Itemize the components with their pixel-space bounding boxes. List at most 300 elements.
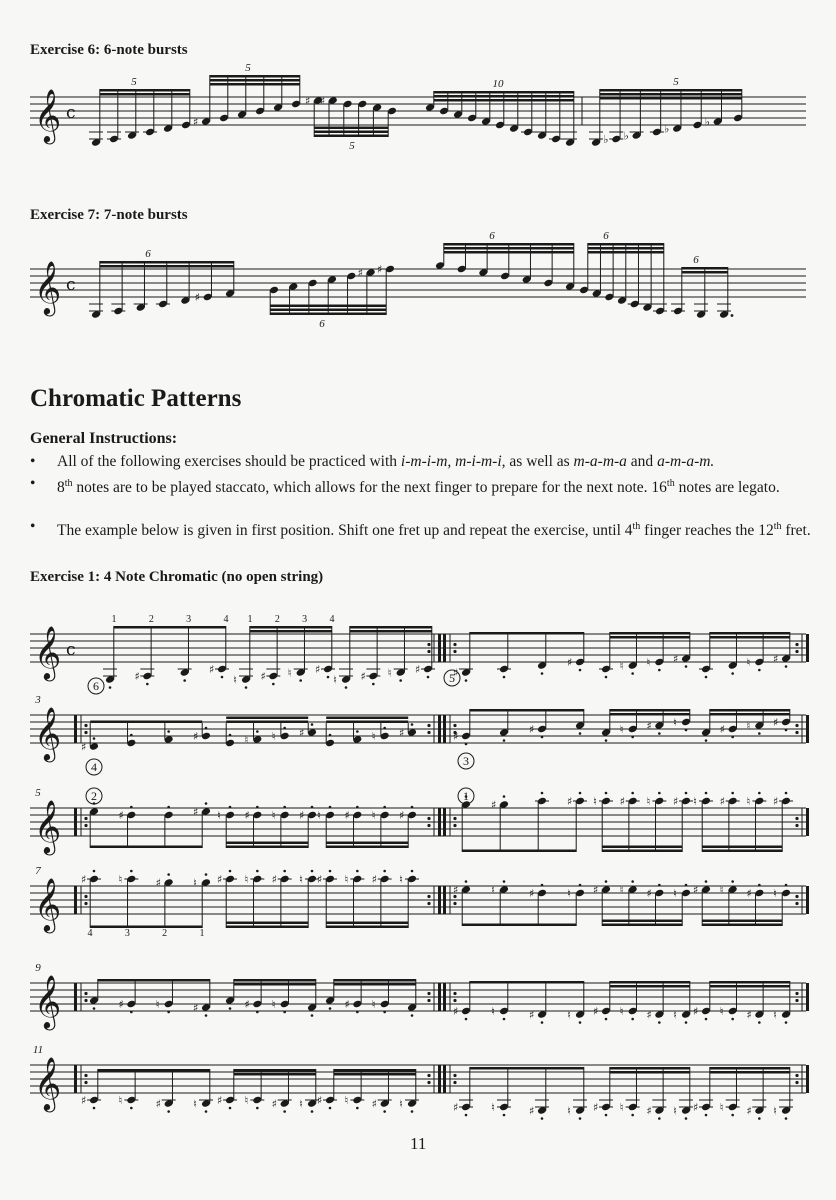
sharp-accidental: ♯: [746, 1008, 752, 1022]
common-time-signature: c: [66, 640, 76, 660]
staccato-dot: [685, 792, 688, 795]
sharp-accidental: ♯: [529, 887, 535, 900]
staccato-dot: [356, 730, 359, 733]
sharp-accidental: ♯: [357, 266, 363, 280]
staccato-dot: [93, 1007, 96, 1010]
sharp-accidental: ♯: [134, 670, 140, 683]
note-beam: [470, 632, 584, 635]
natural-accidental: ♮: [673, 1104, 677, 1118]
sharp-accidental: ♯: [193, 730, 199, 743]
staccato-dot: [605, 676, 608, 679]
staccato-dot: [272, 683, 275, 686]
staccato-dot: [311, 870, 314, 873]
repeat-dot: [795, 650, 798, 653]
repeat-dot: [795, 724, 798, 727]
staccato-dot: [685, 665, 688, 668]
thick-barline: [806, 634, 809, 662]
staccato-dot: [383, 1110, 386, 1113]
natural-accidental: ♮: [299, 873, 303, 886]
note-beam: [710, 709, 790, 712]
natural-accidental: ♮: [118, 1094, 123, 1107]
sharp-accidental: ♯: [491, 798, 497, 812]
tuplet-number: 6: [145, 248, 151, 260]
thick-barline: [74, 715, 77, 743]
staccato-dot: [356, 1107, 359, 1110]
natural-accidental: ♮: [593, 795, 597, 808]
sharp-accidental: ♯: [118, 998, 124, 1011]
note-beam: [602, 924, 682, 927]
repeat-dot: [427, 999, 430, 1002]
sharp-accidental: ♯: [693, 1101, 699, 1114]
string-number: 1: [463, 789, 469, 803]
thick-barline: [438, 715, 441, 743]
staccato-dot: [411, 870, 414, 873]
measure-number: 3: [35, 694, 41, 706]
staccato-dot: [411, 1110, 414, 1113]
staccato-dot: [541, 1021, 544, 1024]
fingering: 3: [302, 614, 308, 625]
exercise-1-system-2: [0, 694, 836, 777]
natural-accidental: ♮: [399, 873, 403, 886]
treble-clef: 𝄞: [34, 877, 62, 931]
staccato-dot: [685, 1021, 688, 1024]
repeat-dot: [453, 902, 456, 905]
thick-barline: [443, 983, 446, 1011]
staccato-dot: [130, 734, 133, 737]
staccato-dot: [229, 1107, 232, 1110]
sharp-accidental: ♯: [529, 723, 535, 736]
repeat-dot: [84, 817, 87, 820]
natural-accidental: ♮: [719, 883, 724, 897]
sharp-accidental: ♯: [317, 1094, 323, 1107]
repeat-dot: [453, 999, 456, 1002]
note-beam: [710, 632, 790, 635]
staccato-dot: [283, 1110, 286, 1113]
string-number: 2: [91, 789, 97, 803]
staccato-dot: [605, 739, 608, 742]
natural-accidental: ♮: [344, 873, 349, 886]
note-beam: [588, 247, 664, 250]
tuplet-number: 6: [693, 254, 699, 266]
note-beam: [234, 1073, 316, 1076]
sharp-accidental: ♯: [81, 873, 87, 886]
sharp-accidental: ♯: [529, 1104, 535, 1118]
note-beam: [444, 243, 574, 246]
natural-accidental: ♮: [155, 998, 160, 1011]
natural-accidental: ♮: [619, 723, 624, 736]
staccato-dot: [465, 743, 468, 746]
natural-accidental: ♮: [333, 673, 337, 687]
natural-accidental: ♮: [646, 656, 651, 669]
sharp-accidental: ♯: [719, 795, 725, 808]
repeat-dot: [84, 731, 87, 734]
staccato-dot: [329, 734, 332, 737]
tuplet-number: 10: [492, 78, 504, 90]
note-beam: [602, 850, 682, 853]
fingering: 2: [148, 614, 154, 625]
natural-accidental: ♮: [193, 876, 197, 890]
note-beam: [114, 626, 226, 629]
staccato-dot: [167, 806, 170, 809]
note-beam: [682, 271, 728, 274]
sharp-accidental: ♯: [209, 663, 215, 676]
repeat-dot: [84, 992, 87, 995]
flat-accidental: ♭: [623, 129, 629, 143]
note-beam: [710, 981, 790, 984]
staccato-dot: [229, 806, 232, 809]
sharp-accidental: ♯: [567, 656, 573, 669]
staccato-dot: [631, 736, 634, 739]
note-beam: [710, 636, 790, 639]
staccato-dot: [758, 669, 761, 672]
note-beam: [702, 920, 782, 923]
note-beam: [334, 1069, 416, 1072]
staccato-dot: [658, 669, 661, 672]
sharp-accidental: ♯: [217, 873, 223, 886]
note-beam: [326, 721, 408, 724]
staccato-dot: [579, 792, 582, 795]
sharp-accidental: ♯: [646, 1008, 652, 1022]
note-beam: [226, 926, 308, 929]
staccato-dot: [427, 676, 430, 679]
staccato-dot: [631, 880, 634, 883]
fingering: 4: [329, 614, 335, 625]
sharp-accidental: ♯: [244, 998, 250, 1011]
tuplet-number: 5: [245, 62, 251, 74]
staccato-dot: [383, 870, 386, 873]
fingering: 3: [124, 928, 130, 939]
sharp-accidental: ♯: [673, 652, 679, 666]
sharp-accidental: ♯: [453, 730, 459, 743]
note-beam: [210, 75, 300, 78]
exercise-1-title: Exercise 1: 4 Note Chromatic (no open string): [30, 569, 324, 585]
sharp-accidental: ♯: [719, 723, 725, 736]
staccato-dot: [705, 1018, 708, 1021]
staccato-dot: [256, 870, 259, 873]
staccato-dot: [93, 737, 96, 740]
fingering: 4: [223, 614, 229, 625]
staccato-dot: [205, 1014, 208, 1017]
sharp-accidental: ♯: [646, 887, 652, 900]
note-beam: [270, 305, 386, 308]
treble-clef: 𝄞: [34, 260, 62, 314]
staccato-dot: [541, 736, 544, 739]
staccato-dot: [579, 884, 582, 887]
thick-barline: [438, 808, 441, 836]
sharp-accidental: ♯: [271, 873, 277, 886]
staccato-dot: [705, 1114, 708, 1117]
sharp-accidental: ♯: [360, 670, 366, 683]
sharp-accidental: ♯: [193, 115, 199, 129]
staccato-dot: [372, 683, 375, 686]
thick-barline: [443, 634, 446, 662]
natural-accidental: ♮: [646, 795, 651, 808]
natural-accidental: ♮: [773, 1104, 777, 1118]
staccato-dot: [383, 806, 386, 809]
staccato-dot: [541, 1117, 544, 1120]
note-beam: [314, 131, 388, 134]
staccato-dot: [605, 1018, 608, 1021]
treble-clef: 𝄞: [34, 706, 62, 760]
fingering: 1: [247, 614, 253, 625]
sharp-accidental: ♯: [415, 663, 421, 676]
note-beam: [588, 251, 664, 254]
note-beam: [250, 626, 332, 629]
flat-accidental: ♭: [664, 122, 670, 136]
staccato-dot: [93, 1107, 96, 1110]
note-beam: [98, 979, 210, 982]
thick-barline: [806, 886, 809, 914]
sharp-accidental: ♯: [217, 1094, 223, 1107]
note-beam: [444, 251, 574, 254]
staccato-dot: [785, 729, 788, 732]
staccato-dot: [705, 880, 708, 883]
repeat-dot: [453, 1081, 456, 1084]
thick-barline: [806, 1065, 809, 1093]
fingering: 3: [186, 614, 192, 625]
staccato-dot: [631, 792, 634, 795]
staccato-dot: [785, 1117, 788, 1120]
staccato-dot: [356, 806, 359, 809]
thick-barline: [438, 634, 441, 662]
note-beam: [314, 127, 388, 130]
note-beam: [600, 97, 742, 100]
repeat-dot: [84, 824, 87, 827]
note-beam: [226, 717, 308, 720]
natural-accidental: ♮: [371, 809, 376, 822]
sharp-accidental: ♯: [271, 1097, 277, 1111]
staccato-dot: [167, 730, 170, 733]
repeat-dot: [453, 1074, 456, 1077]
note-beam: [226, 846, 308, 849]
staccato-dot: [329, 806, 332, 809]
repeat-dot: [795, 643, 798, 646]
note-beam: [234, 983, 316, 986]
staccato-dot: [356, 1011, 359, 1014]
staccato-dot: [503, 1018, 506, 1021]
note-beam: [350, 630, 432, 633]
repeat-dot: [427, 731, 430, 734]
natural-accidental: ♮: [371, 998, 376, 1011]
staccato-dot: [167, 1110, 170, 1113]
treble-clef: 𝄞: [34, 974, 62, 1028]
sharp-accidental: ♯: [299, 726, 305, 740]
staccato-dot: [311, 806, 314, 809]
staccato-dot: [685, 729, 688, 732]
note-beam: [610, 632, 690, 635]
staccato-dot: [579, 669, 582, 672]
sharp-accidental: ♯: [529, 1008, 535, 1022]
fingering: 4: [87, 928, 93, 939]
natural-accidental: ♮: [344, 1094, 349, 1107]
section-title: Chromatic Patterns: [30, 385, 242, 412]
note-beam: [250, 630, 332, 633]
natural-accidental: ♮: [217, 809, 221, 822]
sharp-accidental: ♯: [773, 795, 779, 808]
sharp-accidental: ♯: [155, 1097, 161, 1111]
exercise-1-system-3: [0, 786, 836, 866]
staccato-dot: [605, 1114, 608, 1117]
thick-barline: [438, 1065, 441, 1093]
natural-accidental: ♮: [244, 1094, 249, 1107]
sharp-accidental: ♯: [118, 809, 124, 822]
staccato-dot: [299, 679, 302, 682]
fingering: 1: [111, 614, 117, 625]
tuplet-number: 5: [131, 76, 137, 88]
sharp-accidental: ♯: [593, 1005, 599, 1018]
note-beam: [600, 89, 742, 92]
natural-accidental: ♮: [673, 887, 677, 900]
note-beam: [610, 709, 690, 712]
repeat-dot: [427, 824, 430, 827]
repeat-dot: [453, 643, 456, 646]
note-beam: [210, 83, 300, 86]
repeat-dot: [427, 650, 430, 653]
note-beam: [588, 243, 664, 246]
treble-clef: 𝄞: [34, 625, 62, 679]
staccato-dot: [658, 792, 661, 795]
note-beam: [710, 713, 790, 716]
staccato-dot: [731, 736, 734, 739]
staccato-dot: [383, 1011, 386, 1014]
natural-accidental: ♮: [271, 809, 276, 822]
sharp-accidental: ♯: [319, 94, 326, 108]
staccato-dot: [130, 1011, 133, 1014]
natural-accidental: ♮: [567, 1104, 571, 1118]
sharp-accidental: ♯: [453, 666, 459, 680]
thick-barline: [74, 1065, 77, 1093]
sharp-accidental: ♯: [193, 805, 199, 819]
natural-accidental: ♮: [567, 887, 571, 900]
thick-barline: [74, 886, 77, 914]
string-number: 3: [463, 754, 469, 768]
repeat-dot: [795, 902, 798, 905]
staccato-dot: [167, 873, 170, 876]
staccato-dot: [311, 723, 314, 726]
note-beam: [326, 842, 408, 845]
measure-number: 9: [35, 962, 41, 974]
staccato-dot: [785, 792, 788, 795]
repeat-dot: [453, 992, 456, 995]
natural-accidental: ♮: [371, 730, 376, 743]
instruction-bullet-2: • 8th notes are to be played staccato, which allows for the next finger to prepare for the next note. 16th notes are legato.: [30, 475, 780, 497]
thick-barline: [443, 886, 446, 914]
natural-accidental: ♮: [673, 716, 677, 729]
note-beam: [434, 95, 574, 98]
repeat-dot: [427, 895, 430, 898]
staccato-dot: [130, 1107, 133, 1110]
sharp-accidental: ♯: [453, 1005, 459, 1018]
note-beam: [210, 79, 300, 82]
repeat-dot: [427, 1074, 430, 1077]
staccato-dot: [731, 1018, 734, 1021]
staccato-dot: [411, 723, 414, 726]
sharp-accidental: ♯: [453, 1101, 459, 1114]
note-beam: [610, 981, 690, 984]
sharp-accidental: ♯: [344, 998, 350, 1011]
note-beam: [234, 1069, 316, 1072]
exercise-6-staff: [0, 62, 836, 165]
staccato-dot: [503, 795, 506, 798]
staccato-dot: [130, 806, 133, 809]
natural-accidental: ♮: [271, 998, 276, 1011]
repeat-dot: [795, 817, 798, 820]
note-beam: [326, 922, 408, 925]
sharp-accidental: ♯: [773, 652, 779, 666]
natural-accidental: ♮: [317, 809, 321, 822]
staccato-dot: [146, 683, 149, 686]
sharp-accidental: ♯: [244, 809, 250, 822]
note-beam: [270, 313, 386, 316]
note-beam: [610, 636, 690, 639]
note-beam: [702, 850, 782, 853]
staccato-dot: [229, 870, 232, 873]
tuplet-number: 6: [319, 318, 325, 330]
staccato-dot: [658, 1021, 661, 1024]
exercise-1-system-4: [0, 866, 836, 946]
staccato-dot: [109, 686, 112, 689]
natural-accidental: ♮: [567, 1008, 571, 1022]
repeat-dot: [427, 902, 430, 905]
staccato-dot: [658, 732, 661, 735]
staccato-dot: [785, 884, 788, 887]
natural-accidental: ♮: [773, 1008, 777, 1022]
note-beam: [710, 985, 790, 988]
natural-accidental: ♮: [746, 656, 751, 669]
note-beam: [326, 846, 408, 849]
note-beam: [462, 850, 576, 853]
staccato-dot: [205, 727, 208, 730]
note-beam: [314, 135, 388, 138]
repeat-dot: [795, 824, 798, 827]
staccato-dot: [605, 880, 608, 883]
sharp-accidental: ♯: [646, 1104, 652, 1118]
fingering: 2: [274, 614, 280, 625]
sharp-accidental: ♯: [260, 670, 266, 683]
instruction-bullet-3: • The example below is given in first position. Shift one fret up and repeat the exercise, until 4th finger reaches the 12th fret.: [30, 518, 811, 540]
staccato-dot: [503, 676, 506, 679]
note-beam: [90, 846, 202, 849]
sharp-accidental: ♯: [693, 883, 699, 897]
fingering: 2: [162, 928, 168, 939]
staccato-dot: [205, 873, 208, 876]
natural-accidental: ♮: [746, 719, 751, 733]
staccato-dot: [411, 1014, 414, 1017]
natural-accidental: ♮: [244, 873, 249, 886]
exercise-7-title: Exercise 7: 7-note bursts: [30, 207, 188, 223]
sharp-accidental: ♯: [315, 663, 321, 676]
staccato-dot: [345, 686, 348, 689]
natural-accidental: ♮: [287, 666, 292, 680]
repeat-dot: [84, 1074, 87, 1077]
flat-accidental: ♭: [603, 133, 609, 146]
repeat-dot: [427, 724, 430, 727]
staccato-dot: [605, 792, 608, 795]
sharp-accidental: ♯: [646, 719, 652, 733]
sharp-accidental: ♯: [673, 795, 679, 808]
staccato-dot: [758, 792, 761, 795]
note-beam: [90, 926, 202, 929]
repeat-dot: [453, 824, 456, 827]
staccato-dot: [256, 730, 259, 733]
repeat-dot: [795, 731, 798, 734]
sharp-accidental: ♯: [81, 740, 87, 754]
repeat-dot: [795, 1074, 798, 1077]
staccato-dot: [758, 1117, 761, 1120]
natural-accidental: ♮: [118, 873, 123, 886]
repeat-dot: [427, 643, 430, 646]
staccato-dot: [579, 732, 582, 735]
